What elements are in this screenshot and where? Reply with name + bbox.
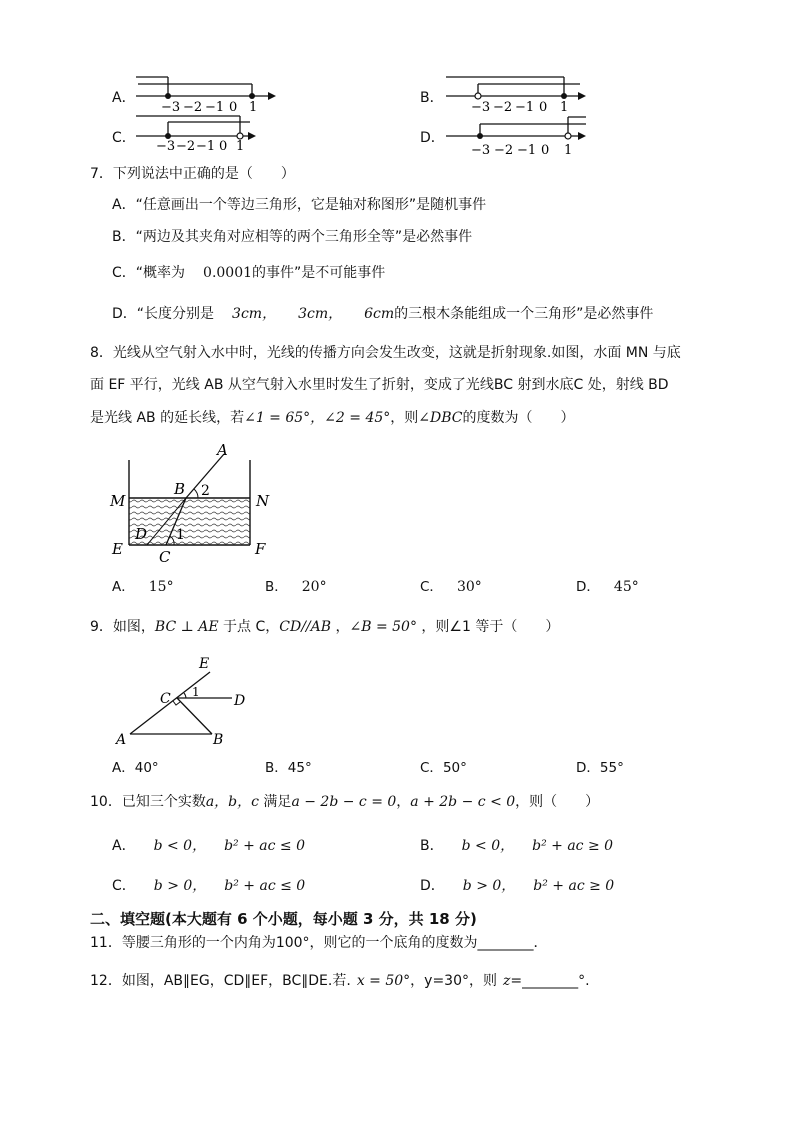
q9-label-e: E — [199, 656, 210, 672]
q9-stem — [90, 617, 559, 637]
q9-label-b: B — [213, 732, 224, 748]
q6-option-c-numberline — [130, 112, 270, 154]
q7-c-pre: C．“概率为 — [112, 265, 186, 281]
q8-label-f: F — [255, 540, 266, 558]
q9-b-label: B． — [265, 760, 288, 776]
q8-line-2: 面 EF 平行，光线 AB 从空气射入水里时发生了折射，变成了光线BC 射到水底C 处，射线 BD — [90, 377, 669, 393]
q8-label-m: M — [110, 492, 126, 510]
q12-pre: 12．如图，AB∥EG，CD∥EF，BC∥DE.若. — [90, 973, 351, 989]
q12-z: z — [503, 973, 511, 989]
q10-option-c[interactable] — [112, 876, 305, 896]
q11-text: 11．等腰三角形的一个内角为100°，则它的一个底角的度数为 — [90, 935, 478, 951]
q9-label-c: C — [160, 691, 171, 707]
q8-label-c: C — [159, 548, 171, 566]
q10-c-c1: b > 0， — [153, 878, 207, 894]
q9-option-b[interactable] — [265, 758, 312, 778]
q10-a-c1: b < 0， — [153, 838, 207, 854]
q10-mid: 满足 — [258, 794, 292, 810]
q8-label-a: A — [217, 441, 228, 459]
q6-option-a-label[interactable]: A． — [112, 90, 136, 106]
q12-answer-blank[interactable]: =________ — [510, 973, 579, 989]
q6c-tick-1: −3 — [156, 139, 176, 154]
q6-option-d-label[interactable]: D． — [420, 130, 445, 146]
q9-b-value: 45° — [287, 760, 312, 776]
q7-d-pre: D．“长度分别是 — [112, 306, 215, 322]
q8-refraction-figure — [100, 438, 290, 570]
q7-d-v1: 3cm， — [232, 306, 277, 322]
q8-label-n: N — [256, 492, 270, 510]
q10-post: ，则（ ） — [515, 794, 600, 810]
q9-mid2: ， — [331, 619, 350, 635]
q6c-tick-4: 0 — [219, 139, 228, 154]
q8-option-a[interactable] — [112, 577, 174, 597]
q8-c-value: 30° — [456, 579, 482, 595]
q7-d-post: 的三根木条能组成一个三角形”是必然事件 — [394, 306, 654, 322]
q9-c-value: 50° — [442, 760, 467, 776]
q12 — [90, 971, 590, 991]
q8-a-label: A． — [112, 579, 135, 595]
q11-answer-blank[interactable]: ________ — [477, 935, 534, 951]
q9-option-d[interactable] — [576, 758, 624, 778]
q6-option-d-numberline — [440, 112, 600, 158]
q8-line3-pre: 是光线 AB 的延长线，若 — [90, 410, 245, 426]
q12-math: x = 50° — [356, 973, 411, 989]
q10-stem — [90, 792, 599, 812]
q8-line-1: 8．光线从空气射入水中时，光线的传播方向会发生改变，这就是折射现象.如图，水面 MN 与底 — [90, 345, 681, 361]
q8-label-d: D — [135, 525, 148, 543]
q10-c-label: C． — [112, 878, 136, 894]
q9-c-label: C． — [420, 760, 443, 776]
section-title: 二、填空题(本大题有 6 个小题，每小题 3 分，共 18 分) — [90, 910, 477, 928]
q8-label-angle1: 1 — [176, 527, 185, 543]
q6c-tick-5: 1 — [236, 139, 245, 154]
q6b-tick-1: −3 — [471, 100, 491, 114]
q9-a-label: A． — [112, 760, 135, 776]
q10-option-a[interactable] — [112, 836, 305, 856]
q10-b-c1: b < 0， — [461, 838, 515, 854]
q8-line3-math2: ∠DBC — [418, 410, 463, 426]
q9-a-value: 40° — [134, 760, 159, 776]
q11-end: ． — [533, 935, 548, 951]
q10-b-label: B． — [420, 838, 444, 854]
q8-d-label: D． — [576, 579, 600, 595]
q8-option-d[interactable] — [576, 577, 639, 597]
q8-b-label: B． — [265, 579, 288, 595]
q6-option-a-numberline — [130, 70, 290, 114]
q6d-tick-3: −1 — [517, 143, 537, 158]
q6b-tick-2: −2 — [493, 100, 513, 114]
water-region — [129, 498, 250, 545]
q9-figure — [110, 652, 260, 748]
q10-d-c2: b² + ac ≥ 0 — [533, 878, 615, 894]
q8-label-b: B — [174, 480, 186, 498]
q6-option-b-label[interactable]: B． — [420, 90, 444, 106]
q9-label-a: A — [116, 732, 127, 748]
q10-d-label: D． — [420, 878, 445, 894]
q9-label-angle1: 1 — [192, 685, 200, 699]
q6c-tick-3: −1 — [196, 139, 216, 154]
q6-option-b-numberline — [440, 70, 600, 114]
q6a-tick-1: −3 — [161, 100, 181, 114]
q10-option-b[interactable] — [420, 836, 613, 856]
q9-d-label: D． — [576, 760, 600, 776]
q7-option-c[interactable] — [112, 263, 385, 283]
q7-stem: 7．下列说法中正确的是（ ） — [90, 166, 295, 182]
q6d-tick-5: 1 — [564, 143, 573, 158]
q9-mid1: 于点 C， — [218, 619, 280, 635]
q10-vars: a，b，c — [205, 794, 259, 810]
q9-post: ，则∠1 等于（ ） — [416, 619, 560, 635]
q6d-tick-4: 0 — [541, 143, 550, 158]
q9-math2: CD//AB — [279, 619, 332, 635]
q8-option-b[interactable] — [265, 577, 327, 597]
q10-c-c2: b² + ac ≤ 0 — [224, 878, 306, 894]
q9-option-c[interactable] — [420, 758, 467, 778]
q7-option-b[interactable]: B．“两边及其夹角对应相等的两个三角形全等”是必然事件 — [112, 229, 473, 245]
q6b-tick-5: 1 — [560, 100, 569, 114]
q6d-tick-1: −3 — [471, 143, 491, 158]
q7-d-v2: 3cm， — [298, 306, 343, 322]
q9-math3: ∠B = 50° — [349, 619, 417, 635]
q8-option-c[interactable] — [420, 577, 482, 597]
q7-d-v3: 6cm — [364, 306, 395, 322]
q8-line3-post: 的度数为（ ） — [462, 410, 575, 426]
q8-label-e: E — [112, 540, 123, 558]
q7-c-post: 的事件”是不可能事件 — [252, 265, 386, 281]
q10-option-d[interactable] — [420, 876, 614, 896]
q6c-tick-2: −2 — [176, 139, 196, 154]
q6a-tick-5: 1 — [249, 100, 258, 114]
q6a-tick-4: 0 — [229, 100, 238, 114]
q8-a-value: 15° — [148, 579, 174, 595]
q6a-tick-2: −2 — [183, 100, 203, 114]
q6b-tick-4: 0 — [539, 100, 548, 114]
q7-option-a[interactable]: A．“任意画出一个等边三角形，它是轴对称图形”是随机事件 — [112, 197, 487, 213]
q6-option-c-label[interactable]: C． — [112, 130, 136, 146]
q8-label-angle2: 2 — [201, 483, 210, 499]
q6b-tick-3: −1 — [515, 100, 535, 114]
q11 — [90, 933, 548, 953]
q10-d-c1: b > 0， — [462, 878, 516, 894]
q8-line3-mid: ，则 — [390, 410, 419, 426]
q12-end: °. — [578, 973, 590, 989]
q6a-tick-3: −1 — [205, 100, 225, 114]
q10-pre: 10．已知三个实数 — [90, 794, 206, 810]
q9-math1: BC ⊥ AE — [154, 619, 219, 635]
q7-option-d[interactable] — [112, 304, 653, 324]
q8-b-value: 20° — [301, 579, 327, 595]
q8-line-3 — [90, 408, 574, 428]
q9-label-d: D — [234, 693, 246, 709]
q10-b-c2: b² + ac ≥ 0 — [532, 838, 614, 854]
q9-pre: 9．如图， — [90, 619, 155, 635]
q9-d-value: 55° — [599, 760, 624, 776]
q8-c-label: C． — [420, 579, 443, 595]
q9-option-a[interactable] — [112, 758, 159, 778]
q8-line3-math: ∠1 = 65°，∠2 = 45° — [244, 410, 391, 426]
q10-cond2: a + 2b − c < 0 — [410, 794, 516, 810]
q10-a-label: A． — [112, 838, 136, 854]
q10-cond1: a − 2b − c = 0 — [291, 794, 397, 810]
q12-mid: ，y=30°，则 — [410, 973, 497, 989]
q10-sep: ， — [396, 794, 411, 810]
q10-a-c2: b² + ac ≤ 0 — [224, 838, 306, 854]
q8-d-value: 45° — [613, 579, 639, 595]
q6d-tick-2: −2 — [494, 143, 514, 158]
q7-c-num: 0.0001 — [203, 265, 253, 281]
